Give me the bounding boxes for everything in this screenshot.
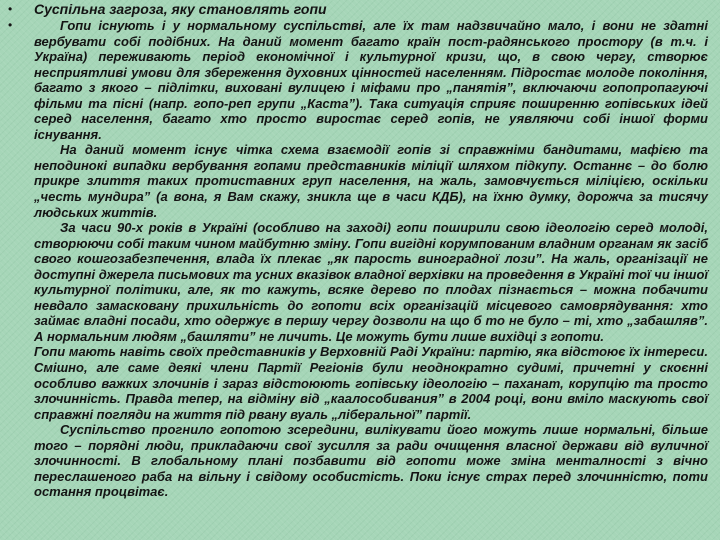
body-bullet-row [8, 18, 708, 500]
paragraph-parliament: Гопи мають навіть своїх представників у Верховній Раді України: партію, яка відстоює їх інтереси. Смішно, але саме деякі члени Партії Регіонів були неоднократно судимі, причетні у скоєнні особливо важких злочинів і зараз відстоюють гопівську ідеологію – паханат, корупцію та просто злочинність. Правда тепер, на відміну від „каалособивания” в 2004 році, вони вміло маскують свої справжні погляди на життя під рвану вуаль „ліберальної” партії. [34, 344, 708, 422]
paragraph-society: Суспільство прогнило гопотою зсередини, вилікувати його можуть лише нормальні, більше того – порядні люди, прикладаючи свої зусилля за ради очищення власної держави від вуличної злочинності. В глобальному плані позбавити від гопоти може зміна менталності з вічно переслашеного раба на вільну і свідому особистість. Поки існує страх перед злочинністю, поти остання процвітає. [34, 422, 708, 500]
paragraph-police: На даний момент існує чітка схема взаємодії гопів зі справжніми бандитами, мафією та неподинокі випадки вербування гопами представників міліції шляхом підкупу. Останнє – до болю прикре злиття таких протиставних груп населення, на жаль, замовчується міліцією, оскільки „честь мундира” (а вона, я Вам скажу, зникла ще в часи КДБ), на їхню думку, дорожча за тисячу людських життів. [34, 142, 708, 220]
body-text [34, 18, 708, 500]
paragraph-existence: Гопи існують і у нормальному суспільстві, але їх там надзвичайно мало, і вони не здатні вербувати собі подібних. На даний момент багато країн пост-радянського простору (в т.ч. і Україна) переживають період економічної і культурної кризи, що, в свою чергу, створює несприятливі умови для збереження духовних цінностей населенням. Підростає молоде покоління, багато з якого – підлітки, виховані вулицею і міфами про „панятія”, включаючи гопопропагуючі фільми та пісні (напр. гопо-реп групи „Каста”). Така ситуація сприяє поширенню гопівських ідей серед населення, багато хто просто виростає серед гопів, не уявляючи собі іншої форми існування. [34, 18, 708, 142]
paragraph-nineties: За часи 90-х років в Україні (особливо на заході) гопи поширили свою ідеологію серед молоді, створюючи собі таким чином майбутню зміну. Гопи вигідні корумпованим владним органам як засіб свого кошгозабезпечення, влада їх плекає „як парость виноградної лози”. На жаль, організації не доступні джерела письмових та усних вказівок владної верхівки на проведення в Україні тої чи іншої культурної політики, але, як то кажуть, всяке дерево по плодах пізнається – можна побачити невдало замасковану прихильність до гопоти всіх організацій місцевого самоврядування: хто займає владні посади, хто одержує в першу чергу дозволи на що б то не було – ті, хто „забашляв”. А нормальним людям „башляти” не личить. Це можуть бути лише вихідці з гопоти. [34, 220, 708, 344]
bullet-dot-icon: • [8, 2, 13, 16]
bullet-dot-icon: • [8, 18, 13, 32]
title-bullet-row [8, 2, 708, 18]
slide-title: Суспільна загроза, яку становлять гопи [34, 1, 327, 17]
